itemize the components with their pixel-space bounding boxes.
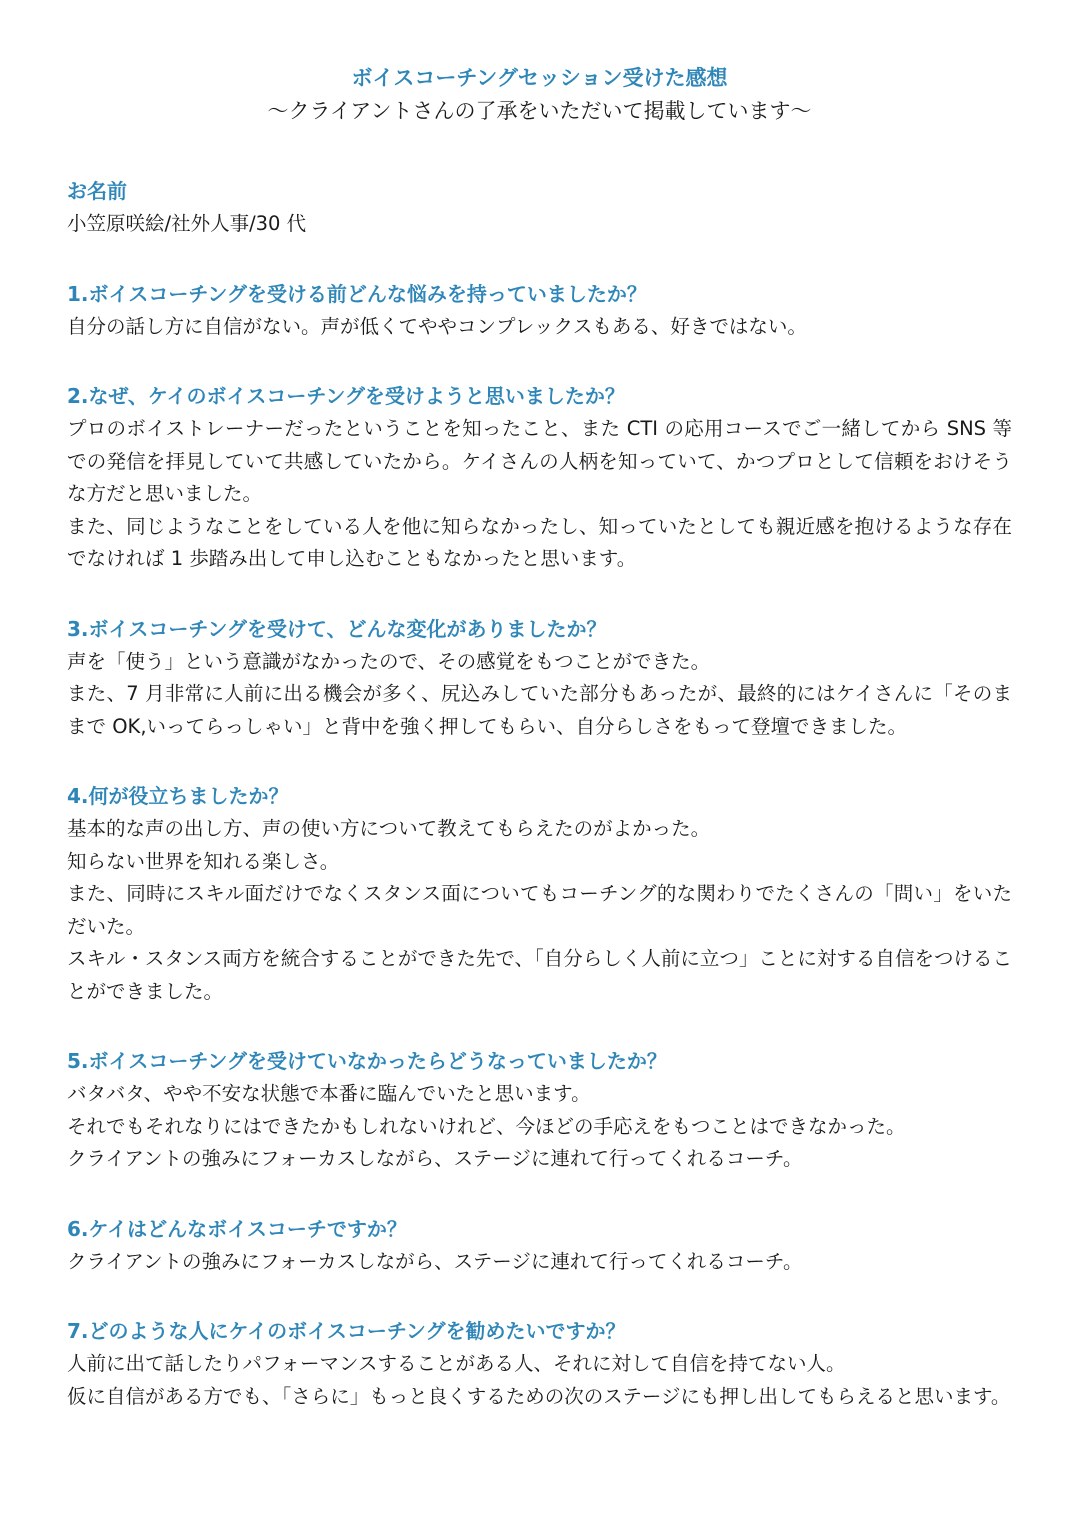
section-heading: 5.ボイスコーチングを受けていなかったらどうなっていましたか？ [67,1049,667,1073]
section-paragraph: プロのボイストレーナーだったということを知ったこと、また CTI の応用コースでご一緒してから SNS 等での発信を拝見していて共感していたから。ケイさんの人柄を知っていて、かつプロとして信頼をおけそうな方だと思いました。 [67,417,1012,505]
section-paragraph: また、同じようなことをしている人を他に知らなかったし、知っていたとしても親近感を抱けるような存在でなければ 1 歩踏み出して申し込むこともなかったと思います。 [67,514,1012,570]
section-q6 [67,1212,1012,1279]
section-paragraph: それでもそれなりにはできたかもしれないけれど、今ほどの手応えをもつことはできなかった。 [67,1114,906,1138]
section-heading: 2.なぜ、ケイのボイスコーチングを受けようと思いましたか？ [67,384,625,408]
section-name [67,174,1012,241]
section-q7 [67,1314,1012,1413]
section-heading: お名前 [67,179,127,203]
section-heading: 3.ボイスコーチングを受けて、どんな変化がありましたか？ [67,616,607,641]
section-paragraph: 基本的な声の出し方、声の使い方について教えてもらえたのがよかった。 [67,817,711,840]
section-paragraph: 仮に自信がある方でも、「さらに」もっと良くするための次のステージにも押し出してもらえると思います。 [67,1384,1011,1408]
section-paragraph: スキル・スタンス両方を統合することができた先で、「自分らしく人前に立つ」ことに対する自信をつけることができました。 [67,947,1012,1003]
section-q4 [67,779,1012,1008]
document-subtitle: 〜クライアントさんの了承をいただいて掲載しています〜 [267,99,812,123]
section-heading: 7.どのような人にケイのボイスコーチングを勧めたいですか？ [67,1319,626,1343]
section-heading: 4.何が役立ちましたか？ [67,784,289,808]
section-paragraph: バタバタ、やや不安な状態で本番に臨んでいたと思います。 [67,1082,591,1105]
section-q3 [67,612,1012,744]
section-heading: 6.ケイはどんなボイスコーチですか？ [67,1216,407,1241]
section-paragraph: また、同時にスキル面だけでなくスタンス面についてもコーチング的な関わりでたくさんの「問い」をいただいた。 [67,882,1012,938]
section-paragraph: 人前に出て話したりパフォーマンスすることがある人、それに対して自信を持てない人。 [67,1352,846,1375]
section-paragraph: 知らない世界を知れる楽しさ。 [67,849,340,873]
section-paragraph: クライアントの強みにフォーカスしながら、ステージに連れて行ってくれるコーチ。 [67,1249,803,1273]
section-paragraph: クライアントの強みにフォーカスしながら、ステージに連れて行ってくれるコーチ。 [67,1147,803,1170]
document-title: ボイスコーチングセッション受けた感想 [351,66,728,90]
section-q1 [67,277,1012,344]
section-heading: 1.ボイスコーチングを受ける前どんな悩みを持っていましたか？ [67,281,647,306]
section-q5 [67,1044,1012,1176]
section-paragraph: また、7 月非常に人前に出る機会が多く、尻込みしていた部分もあったが、最終的にはケイさんに「そのままで OK,いってらっしゃい」と背中を強く押してもらい、自分らしさをもって登壇できました。 [67,682,1012,738]
section-paragraph: 声を「使う」という意識がなかったので、その感覚をもつことができた。 [67,649,711,673]
section-q2 [67,379,1012,576]
section-paragraph: 小笠原咲絵/社外人事/30 代 [67,212,307,235]
section-paragraph: 自分の話し方に自信がない。声が低くてややコンプレックスもある、好きではない。 [67,314,807,338]
